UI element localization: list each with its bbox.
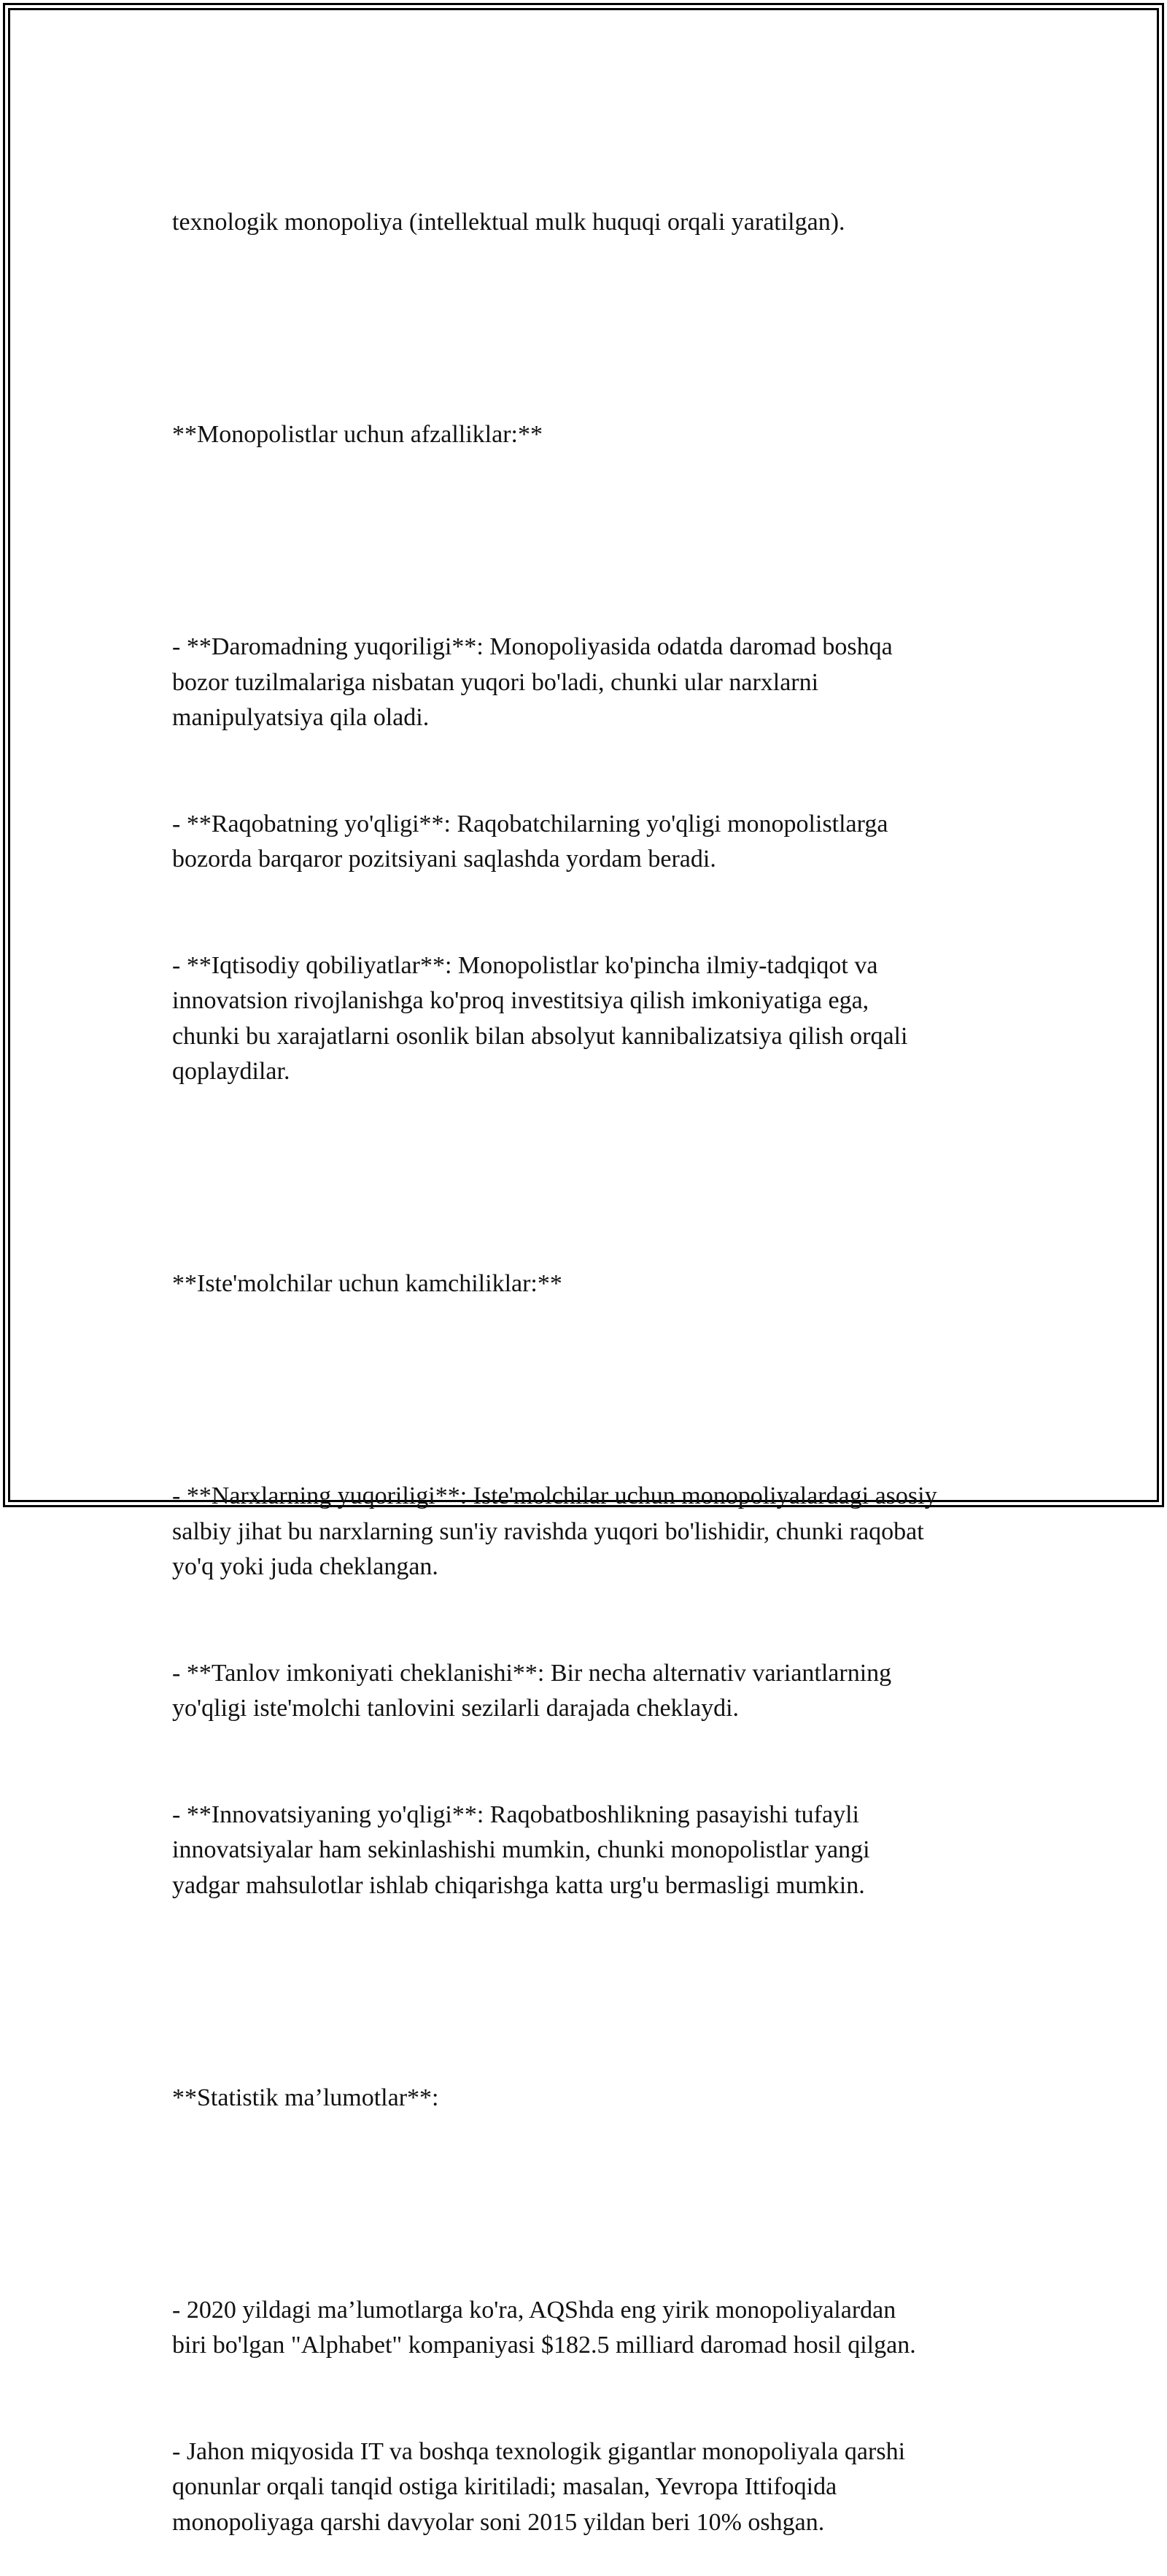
blank-line xyxy=(172,524,1011,560)
list-item-economic-ability: - **Iqtisodiy qobiliyatlar**: Monopolistlar ko'pincha ilmiy-tadqiqot va innovatsion rivojlanishga ko'proq investitsiya qilish imkoniyatiga ega, chunki bu xarajatlarni osonlik bilan absolyut kannibalizatsiya qilish orqali qoplaydilar. xyxy=(172,951,908,1085)
heading-statistics: **Statistik ma’lumotlar**: xyxy=(172,2084,439,2111)
list-item-high-prices: - **Narxlarning yuqoriligi**: Iste'molchilar uchun monopoliyalardagi asosiy salbiy jihat bu narxlarning sun'iy ravishda yuqori bo'lishidir, chunki raqobat yo'q yoki juda cheklangan. xyxy=(172,1482,937,1580)
blank-line xyxy=(172,312,1011,347)
blank-line xyxy=(172,1974,1011,2010)
document-body xyxy=(172,134,1011,2576)
list-item-no-competition: - **Raqobatning yo'qligi**: Raqobatchilarning yo'qligi monopolistlarga bozorda barqaror pozitsiyani saqlashda yordam beradi. xyxy=(172,810,888,873)
list-item-no-innovation: - **Innovatsiyaning yo'qligi**: Raqobatboshlikning pasayishi tufayli innovatsiyalar ham sekinlashishi mumkin, chunki monopolistlar yangi yadgar mahsulotlar ishlab chiqarishga katta urg'u bermasligi mumkin. xyxy=(172,1801,870,1899)
list-item-limited-choice: - **Tanlov imkoniyati cheklanishi**: Bir necha alternativ variantlarning yo'qligi iste'molchi tanlovini sezilarli darajada cheklaydi. xyxy=(172,1659,892,1722)
blank-line xyxy=(172,1373,1011,1409)
list-item-income: - **Daromadning yuqoriligi**: Monopoliyasida odatda daromad boshqa bozor tuzilmalariga nisbatan yuqori bo'ladi, chunki ular narxlarni manipulyatsiya qila oladi. xyxy=(172,633,893,731)
list-item-alphabet-revenue: - 2020 yildagi ma’lumotlarga ko'ra, AQShda eng yirik monopoliyalardan biri bo'lgan "Alphabet" kompaniyasi $182.5 milliard daromad hosil qilgan. xyxy=(172,2296,916,2359)
blank-line xyxy=(172,1161,1011,1196)
heading-disadvantages: **Iste'molchilar uchun kamchiliklar:** xyxy=(172,1270,562,1297)
blank-line xyxy=(172,2186,1011,2222)
list-item-eu-antitrust: - Jahon miqyosida IT va boshqa texnologik gigantlar monopoliyala qarshi qonunlar orqali tanqid ostiga kiritiladi; masalan, Yevropa Ittifoqida monopoliyaga qarshi davyolar soni 2015 yildan beri 10% oshgan. xyxy=(172,2437,906,2536)
text-intro-line: texnologik monopoliya (intellektual mulk huquqi orqali yaratilgan). xyxy=(172,209,845,236)
heading-advantages: **Monopolistlar uchun afzalliklar:** xyxy=(172,421,543,448)
